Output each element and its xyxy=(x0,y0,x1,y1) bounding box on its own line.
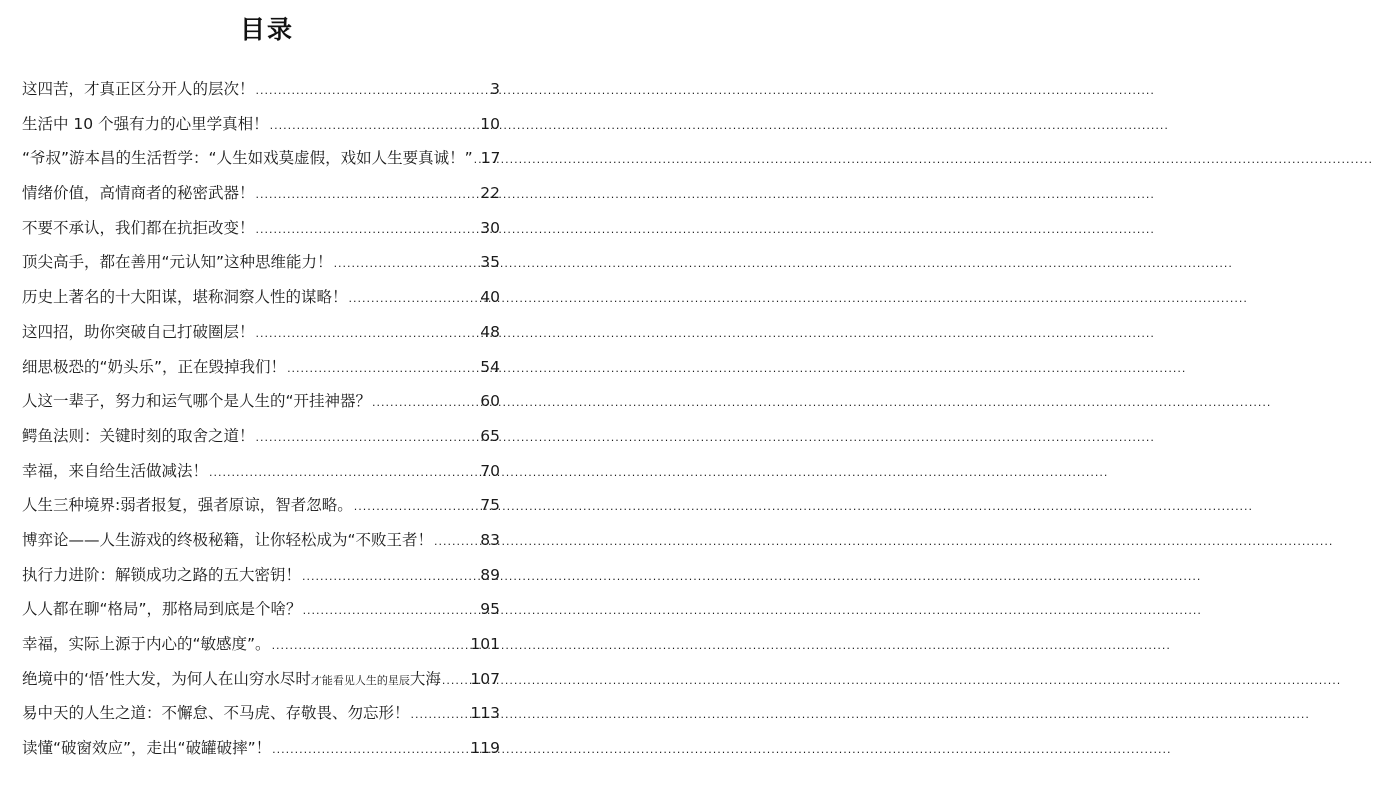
toc-leader-dots xyxy=(256,178,480,213)
toc-leader-dots xyxy=(372,386,479,421)
toc-entry[interactable] xyxy=(22,141,500,176)
toc-leader-dots xyxy=(303,594,480,629)
toc-leader-dots xyxy=(442,664,470,699)
toc-leader-dots xyxy=(256,317,480,352)
toc-entry-page: 48 xyxy=(480,322,500,341)
toc-entry[interactable] xyxy=(22,454,500,489)
toc-entry-title: 执行力进阶：解锁成功之路的五大密钥！ xyxy=(22,565,302,584)
toc-entry-title: 细思极恐的“奶头乐”，正在毁掉我们！ xyxy=(22,357,287,376)
toc-entry-page: 113 xyxy=(470,704,500,723)
toc-leader-dots xyxy=(256,74,490,109)
toc-leader-dots xyxy=(411,698,470,733)
toc-entry-page: 30 xyxy=(480,218,500,237)
toc-entry[interactable] xyxy=(22,107,500,142)
toc-entry[interactable] xyxy=(22,176,500,211)
toc-entry-page: 10 xyxy=(480,114,500,133)
toc-leader-dots xyxy=(302,560,479,595)
toc-entry[interactable] xyxy=(22,245,500,280)
toc-entry[interactable] xyxy=(22,662,500,697)
toc-entry-title: 这四苦，才真正区分开人的层次！ xyxy=(22,80,255,98)
toc-leader-dots xyxy=(272,629,470,664)
toc-entry[interactable] xyxy=(22,419,500,454)
toc-leader-dots xyxy=(434,525,479,560)
toc-entry-page: 65 xyxy=(480,426,500,445)
toc-leader-dots xyxy=(209,456,479,491)
toc-entry-title: 幸福，实际上源于内心的“敏感度”。 xyxy=(22,635,271,653)
toc-entry[interactable] xyxy=(22,211,500,246)
toc-leader-dots xyxy=(349,282,480,317)
toc-entry[interactable] xyxy=(22,696,500,731)
toc-entry-title: 人这一辈子，努力和运气哪个是人生的“开挂神器？ xyxy=(22,392,372,411)
toc-entry-title: 读懂“破窗效应”，走出“破罐破摔”！ xyxy=(22,739,272,758)
toc-entry-title: 历史上著名的十大阳谋，堪称洞察人性的谋略！ xyxy=(22,288,348,307)
toc-entry-page: 83 xyxy=(480,530,500,549)
toc-entry-title: “爷叔”游本昌的生活哲学：“人生如戏莫虚假，戏如人生要真诚！” xyxy=(22,149,473,168)
toc-entry-page: 17 xyxy=(480,149,501,168)
toc-entry-title: 这四招，助你突破自己打破圈层！ xyxy=(22,322,255,341)
toc-leader-dots xyxy=(272,733,469,768)
toc-entry-page: 95 xyxy=(480,600,500,619)
toc-leader-dots xyxy=(287,352,479,387)
toc-entry-page: 89 xyxy=(480,565,500,584)
toc-entry[interactable] xyxy=(22,488,500,523)
toc-entry[interactable] xyxy=(22,627,500,662)
toc-entry-page: 22 xyxy=(480,184,500,203)
toc-entry-page: 3 xyxy=(490,80,500,98)
toc-entry-title: 博弈论——人生游戏的终极秘籍，让你轻松成为“不败王者！ xyxy=(22,530,434,549)
toc-entry[interactable] xyxy=(22,592,500,627)
page-title: 目录 xyxy=(239,15,294,44)
toc-entry-title: 人人都在聊“格局”，那格局到底是个啥？ xyxy=(22,600,302,619)
toc-entry[interactable] xyxy=(22,280,500,315)
toc-leader-dots xyxy=(270,109,480,144)
toc-entry-page: 40 xyxy=(480,288,500,307)
toc-entry-page: 60 xyxy=(480,392,500,411)
toc-entry[interactable] xyxy=(22,350,500,385)
toc-entry-title: 生活中 10 个强有力的心里学真相！ xyxy=(22,114,269,133)
toc-entry-title-main: 绝境中的‘悟’性大发，为何人在山穷水尽时 xyxy=(22,669,311,688)
toc-entry[interactable] xyxy=(22,315,500,350)
table-of-contents xyxy=(22,72,500,766)
toc-entry-title: 幸福，来自给生活做减法！ xyxy=(22,461,209,480)
toc-entry[interactable] xyxy=(22,384,500,419)
toc-leader-dots xyxy=(474,143,480,178)
toc-entry-title: 人生三种境界:弱者报复，强者原谅，智者忽略。 xyxy=(22,496,353,515)
toc-entry-page: 70 xyxy=(480,461,500,480)
toc-leader-dots xyxy=(256,421,480,456)
toc-entry-page: 54 xyxy=(480,357,500,376)
toc-entry[interactable] xyxy=(22,523,500,558)
toc-entry-page: 35 xyxy=(480,253,500,272)
toc-entry[interactable] xyxy=(22,558,500,593)
toc-entry-page: 75 xyxy=(480,496,500,515)
toc-entry-title: 鳄鱼法则：关键时刻的取舍之道！ xyxy=(22,426,255,445)
toc-entry-title: 顶尖高手，都在善用“元认知”这种思维能力！ xyxy=(22,253,333,272)
toc-entry[interactable] xyxy=(22,731,500,766)
toc-entry-title: 不要不承认，我们都在抗拒改变！ xyxy=(22,218,255,237)
toc-entry-page: 101 xyxy=(470,635,500,653)
toc-entry-title: 易中天的人生之道：不懈怠、不马虎、存敬畏、勿忘形！ xyxy=(22,704,410,723)
toc-entry-page: 119 xyxy=(470,739,500,758)
toc-entry-title-small: 才能看见人生的星辰 xyxy=(310,673,410,687)
toc-entry-title xyxy=(22,662,441,699)
toc-leader-dots xyxy=(256,213,480,248)
toc-leader-dots xyxy=(354,490,480,525)
toc-entry-page: 107 xyxy=(470,669,500,688)
toc-entry-title: 情绪价值，高情商者的秘密武器！ xyxy=(22,184,255,203)
toc-leader-dots xyxy=(334,247,480,282)
toc-entry[interactable] xyxy=(22,72,500,107)
toc-entry-title-end: 大海 xyxy=(409,669,441,688)
